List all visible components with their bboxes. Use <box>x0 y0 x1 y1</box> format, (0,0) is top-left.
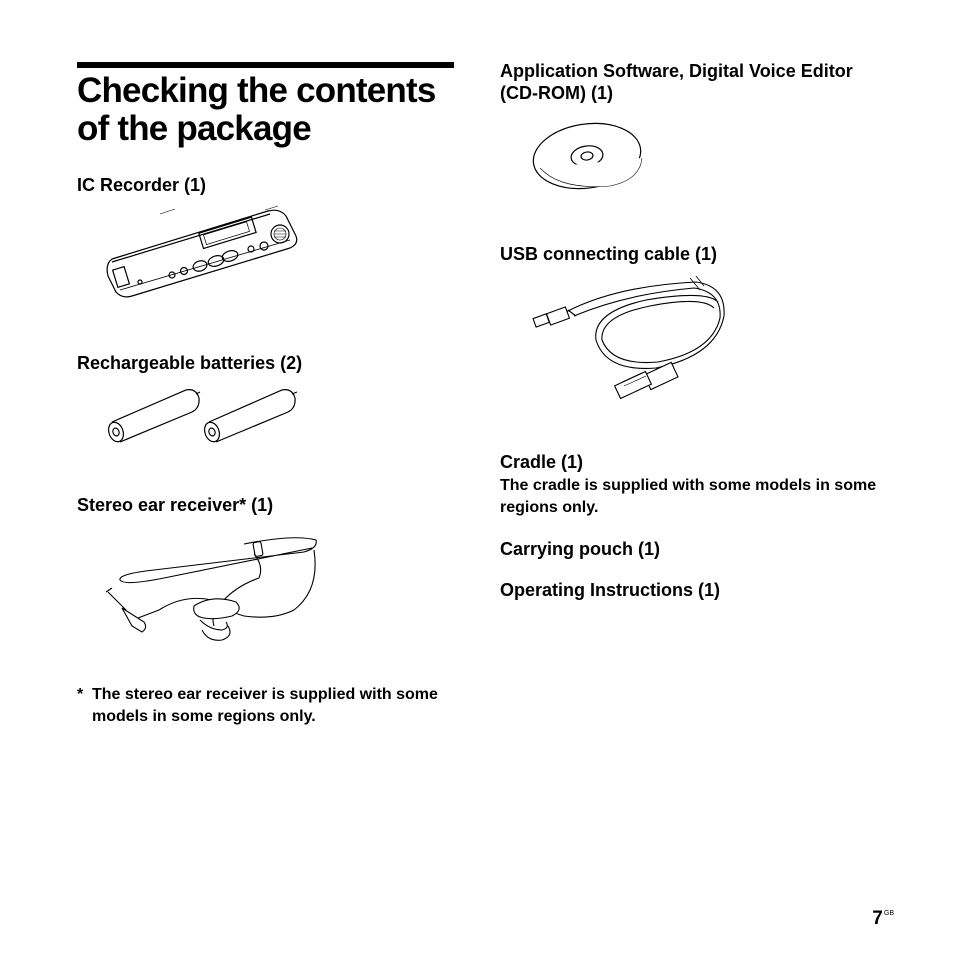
page-number-value: 7 <box>872 908 883 929</box>
cradle-note: The cradle is supplied with some models in some regions only. <box>500 477 877 516</box>
page-number <box>872 908 894 930</box>
cd-rom-illustration <box>530 122 646 192</box>
ear-receiver-illustration <box>104 530 322 648</box>
item-carrying-pouch: Carrying pouch (1) <box>500 539 661 559</box>
footnote-mark: * <box>77 686 84 703</box>
item-cradle: Cradle (1) <box>500 452 584 472</box>
item-usb-cable: USB connecting cable (1) <box>500 244 718 264</box>
batteries-illustration <box>104 386 304 444</box>
page-number-suffix: GB <box>883 910 894 917</box>
ic-recorder-illustration <box>100 204 305 300</box>
item-ic-recorder: IC Recorder (1) <box>77 175 207 195</box>
item-rechargeable-batteries: Rechargeable batteries (2) <box>77 353 303 373</box>
item-stereo-ear-receiver: Stereo ear receiver* (1) <box>77 495 274 515</box>
item-application-software: Application Software, Digital Voice Editor (CD-ROM) (1) <box>500 61 853 103</box>
usb-cable-illustration <box>526 276 732 400</box>
footnote-text: The stereo ear receiver is supplied with some models in some regions only. <box>92 686 438 725</box>
page-title: Checking the contents of the package <box>77 71 436 148</box>
heading-rule <box>77 62 454 68</box>
item-operating-instructions: Operating Instructions (1) <box>500 580 721 600</box>
